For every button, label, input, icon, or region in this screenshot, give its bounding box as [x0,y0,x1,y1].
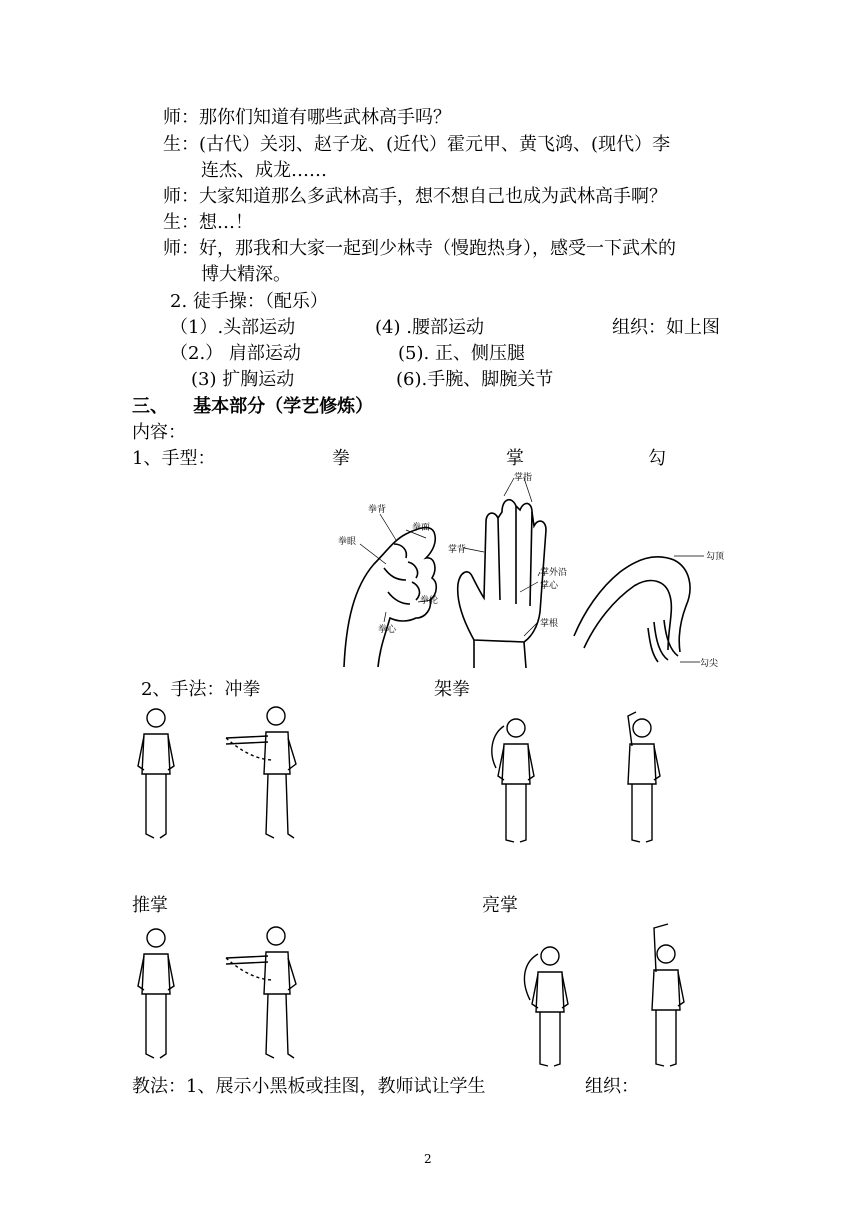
warmup-item-6: (6).手腕、脚腕关节 [396,369,554,390]
palm-back-label: 掌背 [448,545,467,555]
palm-outer-edge-label: 掌外沿 [540,568,568,578]
push-palm-figure [134,924,334,1064]
warmup-item-3: (3) 扩胸运动 [191,369,295,390]
fist-back-label: 拳背 [368,505,387,515]
hand-type-label: 1、手型： [132,448,216,469]
dialogue-line-5: 师：好，那我和大家一起到少林寺（慢跑热身），感受一下武术的 [163,238,676,259]
hand-types-figure [334,472,730,672]
teaching-organization: 组织： [585,1076,639,1097]
section-title: 三、 基本部分（学艺修炼） [132,396,374,417]
punch-figure [134,704,334,844]
block-fist-figure [484,704,684,844]
show-palm-label: 亮掌 [482,895,518,916]
dialogue-line-4: 生：想…！ [163,212,253,233]
dialogue-line-2: 生：(古代）关羽、赵子龙、(近代）霍元甲、黄飞鸿、(现代）李 [163,134,671,155]
hook-top-label: 勾顶 [706,552,725,562]
warmup-organization: 组织：如上图 [612,317,720,338]
warmup-item-1: （1）.头部运动 [170,317,296,338]
content-label: 内容： [132,422,186,443]
teaching-method: 教法：1、展示小黑板或挂图，教师试让学生 [132,1076,486,1097]
hand-techniques-label: 2、手法：冲拳 [141,679,261,700]
push-palm-label: 推掌 [132,895,168,916]
warmup-title: 2. 徒手操：（配乐） [170,291,328,312]
hook-tip-label: 勾尖 [700,659,719,669]
fist-eye-label: 拳眼 [338,537,357,547]
palm-label: 掌 [506,448,524,469]
warmup-item-5: (5). 正、侧压腿 [398,343,525,364]
palm-fingers-label: 掌指 [514,473,533,483]
dialogue-line-2b: 连杰、成龙…… [201,160,327,181]
show-palm-figure [508,920,708,1070]
dialogue-line-5b: 博大精深。 [201,264,291,285]
palm-root-label: 掌根 [540,619,559,629]
hook-drawing [574,557,690,662]
dialogue-line-1: 师：那你们知道有哪些武林高手吗？ [163,107,451,128]
page-number: 2 [424,1152,432,1166]
fist-face-label: 拳面 [412,523,431,533]
block-fist-label: 架拳 [434,679,470,700]
hook-label: 勾 [648,448,666,469]
fist-heart-label: 拳心 [378,625,397,635]
palm-heart-label: 掌心 [540,581,559,591]
warmup-item-2: （2.） 肩部运动 [170,343,301,364]
dialogue-line-3: 师：大家知道那么多武林高手，想不想自己也成为武林高手啊？ [163,186,667,207]
warmup-item-4: (4) .腰部运动 [375,317,484,338]
fist-label: 拳 [332,448,350,469]
palm-drawing [458,500,546,668]
fist-wheel-label: 拳轮 [420,596,439,606]
